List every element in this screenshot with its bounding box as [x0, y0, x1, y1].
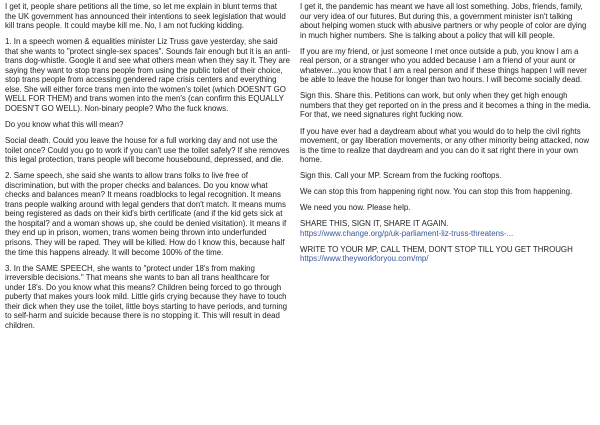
post-text-right-column	[300, 2, 593, 271]
mp-heading: WRITE TO YOUR MP, CALL THEM, DON'T STOP TILL YOU GET THROUGH	[300, 244, 573, 254]
intro-paragraph: I get it, people share petitions all the time, so let me explain in blunt terms that the UK government has announced their intentions to seek legislation that would kill trans people. It could maybe kill me. No, I am not fucking kidding.	[5, 2, 286, 31]
question-paragraph: Do you know what this will mean?	[5, 120, 124, 130]
petition-link[interactable]: https://www.change.org/p/uk-parliament-liz-truss-threatens-...	[300, 228, 514, 238]
stop-this-paragraph: We can stop this from happening right now. You can stop this from happening.	[300, 187, 573, 197]
point-2-paragraph: 2. Same speech, she said she wants to allow trans folks to live free of discrimination, but with the proper checks and balances. Do you know what checks and balances mean? It means roadblocks to legal recognition. It means trans people walking around with legal genders that don't match. It means mums being registered as dads on their kid's birth certificate (and if the kid gets sick at the hospital? and a woman shows up, she could be denied visitation). It means if they end up in prison, women, trans women being thrown into underfunded prisons. They will be raped. They will be killed. How do I know this, because half the time this happens already. It will become 100% of the time.	[5, 171, 287, 257]
pandemic-paragraph: I get it, the pandemic has meant we have all lost something. Jobs, friends, family, our very idea of our futures. But during this, a government minister isn't talking about helping women stuck with abusive partners or why people of color are dying in much higher numbers. She is talking about a policy that will kill people.	[300, 2, 587, 40]
need-you-paragraph: We need you now. Please help.	[300, 203, 411, 213]
friend-paragraph: If you are my friend, or just someone I met once outside a pub, you know I am a real person, or a stranger who you added because I am a friend of your aunt or whatever...you know that I am a real person and if these things happen I will never be able to leave the house for longer than two hours. I will become socially dead.	[300, 46, 587, 85]
social-death-paragraph: Social death. Could you leave the house for a full working day and not use the toilet once? Could you go to work if you can't use the toilet safely? If she removes this legal protection, trans people will become housebound, depressed, and die.	[5, 136, 290, 165]
sign-share-paragraph: Sign this. Share this. Petitions can work, but only when they get high enough numbers that they get reported on in the press and it becomes a thing in the media. For that, we need signatures right fucking now.	[300, 91, 591, 120]
petition-block	[300, 219, 593, 238]
post-text-left-column	[5, 2, 290, 337]
point-3-paragraph: 3. In the SAME SPEECH, she wants to "protect under 18's from making irreversible decisions." That means she wants to ban all trans healthcare for under 18's. Do you know what this means? Children being forced to go through puberty that makes yours look mild. Little girls crying because they have to touch their dick when they use the toilet, little boys starting to have periods, and turning to self-harm and suicide because there is no stopping it. This will result in dead children.	[5, 263, 288, 330]
call-mp-paragraph: Sign this. Call your MP. Scream from the fucking rooftops.	[300, 171, 502, 181]
point-1-paragraph: 1. In a speech women & equalities minister Liz Truss gave yesterday, she said that she wants to "protect single-sex spaces". Sounds fair enough but it is an anti-trans dog-whistle. Google it and see what others mean when they say it. They are saying they want to stop trans people from using the public toilet of their choice, stop trans people from accessing gendered rape crisis centers and everything else. She will either force trans men into the women's toilet (which DOESN'T GO WELL FOR THEM) and trans women into the men's (can confirm this EQUALLY DOESN'T GO WELL). Non-binary people? Who the fuck knows.	[5, 37, 291, 113]
mp-block	[300, 245, 593, 264]
mp-link[interactable]: https://www.theyworkforyou.com/mp/	[300, 254, 429, 264]
petition-heading: SHARE THIS, SIGN IT, SHARE IT AGAIN.	[300, 219, 449, 229]
daydream-paragraph: If you have ever had a daydream about what you would do to help the civil rights movement, or gay liberation movements, or any other minority being attacked, now is the time to realize that daydream and you can do it sat right there in your own home.	[300, 126, 590, 165]
